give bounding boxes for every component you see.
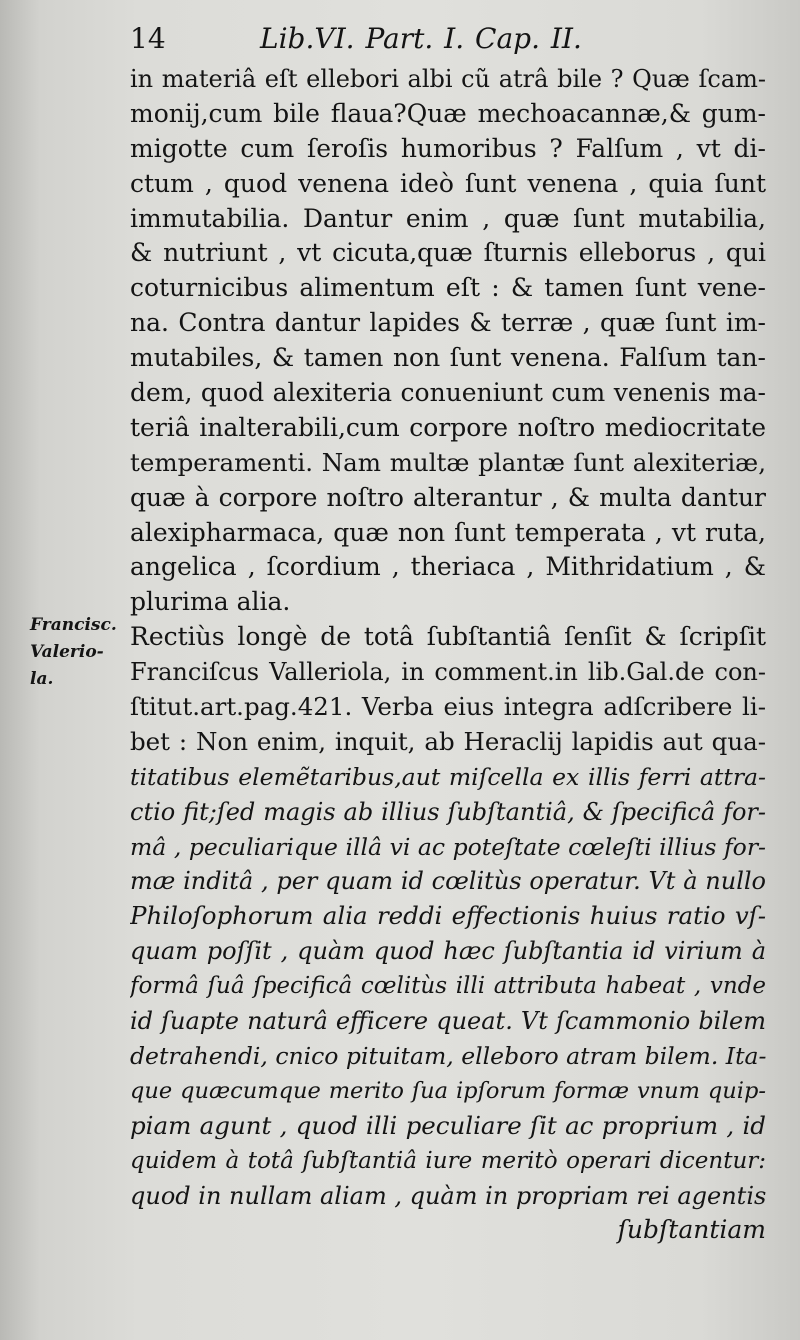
text-line: na. Contra dantur lapides & terræ , quæ ſunt im- bbox=[130, 308, 766, 338]
text-line: ſtitut.art.pag.421. Verba eius integra adſcribere li- bbox=[130, 692, 766, 722]
text-line: Franciſcus Valleriola, in comment.in lib.Gal.de con- bbox=[130, 658, 766, 687]
marginal-note bbox=[30, 612, 126, 693]
text-line: ctio fit;ſed magis ab illius ſubſtantiâ, & ſpecificâ for- bbox=[130, 797, 766, 826]
text-line: migotte cum ſeroſis humoribus ? Falſum , vt di- bbox=[130, 133, 766, 163]
body-text bbox=[130, 62, 766, 1248]
text-line: que quæcumque merito ſua ipſorum formæ vnum quip- bbox=[130, 1077, 766, 1104]
text-line: quod in nullam aliam , quàm in propriam rei agentis bbox=[130, 1181, 766, 1210]
text-line: mâ , peculiarique illâ vi ac poteſtate cœleſti illius for- bbox=[130, 832, 766, 861]
text-line: titatibus elemẽtaribus,aut miſcella ex illis ferri attra- bbox=[130, 762, 766, 791]
page-header bbox=[130, 22, 730, 58]
text-line: quidem à totâ ſubſtantiâ iure meritò operari dicentur: bbox=[130, 1147, 766, 1174]
catchword: ſubſtantiam bbox=[617, 1215, 766, 1245]
text-line: piam agunt , quod illi peculiare ſit ac proprium , id bbox=[130, 1110, 766, 1140]
running-title: Lib.VI. Part. I. Cap. II. bbox=[260, 22, 582, 55]
text-line: in materiâ eſt ellebori albi cũ atrâ bile ? Quæ ſcam- bbox=[130, 65, 766, 93]
text-line: monij,cum bile flaua?Quæ mechoacannæ,& gum- bbox=[130, 98, 766, 128]
text-line: id ſuapte naturâ efficere queat. Vt ſcammonio bilem bbox=[130, 1007, 766, 1036]
text-line: alexipharmaca, quæ non ſunt temperata , vt ruta, bbox=[130, 517, 766, 547]
text-line: Rectiùs longè de totâ ſubſtantiâ ſenſit & ſcripſit bbox=[130, 622, 766, 652]
text-line: temperamenti. Nam multæ plantæ ſunt alexiteriæ, bbox=[130, 447, 766, 477]
text-line: angelica , ſcordium , theriaca , Mithridatium , & bbox=[130, 552, 766, 582]
marginal-note-line: Francisc. bbox=[30, 615, 117, 635]
text-line: mutabiles, & tamen non ſunt venena. Falſum tan- bbox=[130, 343, 766, 373]
text-line: bet : Non enim, inquit, ab Heraclij lapidis aut qua- bbox=[130, 726, 766, 756]
text-line: ctum , quod venena ideò ſunt venena , quia ſunt bbox=[130, 168, 766, 198]
marginal-note-line: la. bbox=[30, 669, 54, 689]
text-line: coturnicibus alimentum eſt : & tamen ſunt vene- bbox=[130, 273, 766, 303]
page-number: 14 bbox=[130, 22, 166, 55]
text-line: Philoſophorum alia reddi effectionis huius ratio vſ- bbox=[130, 901, 766, 931]
text-line: dem, quod alexiteria conueniunt cum venenis ma- bbox=[130, 378, 766, 408]
text-line: & nutriunt , vt cicuta,quæ ſturnis elleborus , qui bbox=[130, 238, 766, 268]
text-line: plurima alia. bbox=[130, 587, 291, 617]
text-line: quam poſſit , quàm quod hæc ſubſtantia id virium à bbox=[130, 937, 766, 966]
text-line: quæ à corpore noſtro alterantur , & multa dantur bbox=[130, 482, 766, 512]
text-line: mæ inditâ , per quam id cœlitùs operatur. Vt à nullo bbox=[130, 867, 766, 896]
text-line: detrahendi, cnico pituitam, elleboro atram bilem. Ita- bbox=[130, 1041, 766, 1070]
text-line: immutabilia. Dantur enim , quæ ſunt mutabilia, bbox=[130, 203, 766, 233]
text-line: formâ ſuâ ſpecificâ cœlitùs illi attributa habeat , vnde bbox=[130, 973, 766, 1000]
marginal-note-line: Valerio- bbox=[30, 642, 104, 662]
text-line: teriâ inalterabili,cum corpore noſtro mediocritate bbox=[130, 412, 766, 442]
